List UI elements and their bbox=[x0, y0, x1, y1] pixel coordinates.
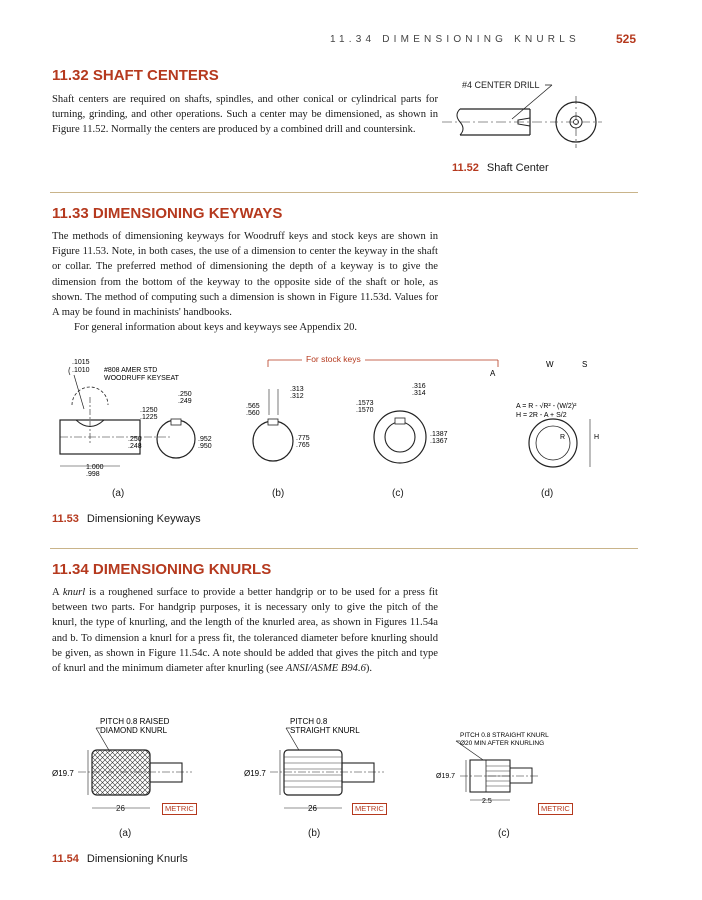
a-dim-6: .248 bbox=[128, 443, 142, 450]
d-a-label: A bbox=[490, 369, 496, 378]
a-diam-bot: .1010 bbox=[72, 367, 90, 374]
figure-11-53-caption bbox=[52, 513, 201, 525]
figure-11-54-number: 11.54 bbox=[52, 853, 79, 865]
figure-11-52-shaft-center bbox=[440, 72, 640, 162]
b-w-2: .312 bbox=[290, 393, 304, 400]
c-d-1: .1387 bbox=[430, 431, 448, 438]
fig-11-53-sublabel-c: (c) bbox=[392, 488, 404, 499]
knurl-b-note-1: PITCH 0.8 bbox=[290, 717, 328, 726]
knurl-a-note-2: DIAMOND KNURL bbox=[100, 726, 168, 735]
d-r-label: R bbox=[560, 434, 566, 441]
a-dim-1: .250 bbox=[178, 391, 192, 398]
figure-11-53-keyways bbox=[50, 345, 650, 485]
a-note-1: #808 AMER STD bbox=[104, 367, 158, 374]
d-s-label: S bbox=[582, 360, 588, 369]
a-dim-5: .250 bbox=[128, 436, 142, 443]
a-note-2: WOODRUFF KEYSEAT bbox=[104, 375, 179, 382]
fig-11-53-sublabel-d: (d) bbox=[541, 488, 554, 499]
keyways-paragraph-1: The methods of dimensioning keyways for Woodruff keys and stock keys are shown in Figure 11.53. Note, in both cases, the use of a dimension to center the keyway in the shaft or collar. The preferred method of dimensioning the depth of a keyway is to give the dimension from the bottom of the keyway to the opposite side of the shaft or hole, as shown. The method of computing such a dimension is shown in Figure 11.53d. Values for A may be found in machinists' handbooks. bbox=[52, 231, 438, 319]
knurl-a-diameter: Ø19.7 bbox=[52, 769, 74, 778]
metric-badge-b: METRIC bbox=[352, 803, 387, 815]
figure-11-53-number: 11.53 bbox=[52, 513, 79, 525]
a-len-2: .998 bbox=[86, 471, 100, 478]
shaft-centers-body bbox=[52, 92, 438, 138]
knurls-body bbox=[52, 585, 438, 676]
knurl-c-diameter: Ø19.7 bbox=[436, 773, 456, 780]
a-dim-7: .952 bbox=[198, 436, 212, 443]
knurl-c-note-2: Ø20 MIN AFTER KNURLING bbox=[460, 740, 545, 747]
figure-11-52-title: Shaft Center bbox=[486, 162, 549, 174]
keyway-view-d bbox=[490, 360, 599, 467]
ansi-reference: ANSI/ASME B94.6 bbox=[285, 663, 366, 675]
a-len-1: 1.000 bbox=[86, 464, 104, 471]
fig-11-54-sublabel-c: (c) bbox=[498, 828, 510, 839]
keyway-view-b bbox=[246, 386, 310, 461]
d-h-label: H bbox=[594, 434, 600, 441]
d-formula-1: A = R - √R² - (W/2)² bbox=[516, 403, 577, 410]
stock-keys-label: For stock keys bbox=[302, 354, 365, 364]
c-h-1: .1573 bbox=[356, 400, 374, 407]
b-d-2: .765 bbox=[296, 442, 310, 449]
a-diam-top: .1015 bbox=[72, 359, 90, 366]
page-number: 525 bbox=[616, 32, 637, 46]
section-divider bbox=[50, 192, 638, 193]
figure-11-54-title: Dimensioning Knurls bbox=[86, 853, 188, 865]
a-dim-8: .950 bbox=[198, 443, 212, 450]
figure-11-54-caption bbox=[52, 853, 188, 865]
center-drill-note: #4 CENTER DRILL bbox=[462, 80, 540, 90]
metric-badge-c: METRIC bbox=[538, 803, 573, 815]
b-h-1: .565 bbox=[246, 403, 260, 410]
b-w-1: .313 bbox=[290, 386, 304, 393]
figure-11-53-title: Dimensioning Keyways bbox=[86, 513, 201, 525]
knurl-b-length: 26 bbox=[308, 804, 317, 813]
a-dim-2: .249 bbox=[178, 398, 192, 405]
figure-11-52-caption bbox=[452, 162, 549, 174]
d-formula-2: H = 2R - A + S/2 bbox=[516, 412, 567, 419]
fig-11-53-sublabel-b: (b) bbox=[272, 488, 285, 499]
b-h-2: .560 bbox=[246, 410, 260, 417]
section-title-shaft-centers: 11.32 SHAFT CENTERS bbox=[52, 67, 219, 84]
fig-11-53-sublabel-a: (a) bbox=[112, 488, 125, 499]
a-dim-3: .1250 bbox=[140, 407, 158, 414]
keyway-view-a bbox=[60, 359, 212, 478]
section-title-knurls: 11.34 DIMENSIONING KNURLS bbox=[52, 561, 272, 578]
keyway-view-c bbox=[356, 383, 448, 463]
figure-11-52-number: 11.52 bbox=[452, 162, 479, 174]
knurl-view-c bbox=[436, 732, 549, 805]
knurl-view-b bbox=[244, 717, 384, 813]
c-w-1: .316 bbox=[412, 383, 426, 390]
knurl-a-note-1: PITCH 0.8 RAISED bbox=[100, 717, 170, 726]
metric-badge-a: METRIC bbox=[162, 803, 197, 815]
knurls-end: ). bbox=[365, 663, 373, 675]
running-head: 11.34 DIMENSIONING KNURLS bbox=[330, 34, 580, 45]
keyways-body bbox=[52, 229, 438, 335]
c-w-2: .314 bbox=[412, 390, 426, 397]
knurl-c-length: 2.5 bbox=[482, 798, 492, 805]
c-d-2: .1367 bbox=[430, 438, 448, 445]
knurls-paragraph bbox=[52, 585, 438, 676]
knurl-b-diameter: Ø19.7 bbox=[244, 769, 266, 778]
keyways-paragraph-2: For general information about keys and keyways see Appendix 20. bbox=[74, 322, 358, 334]
knurls-intro-post: is a roughened surface to provide a better handgrip or to be used for a press fit between two parts. For handgrip purposes, it is necessary only to give the pitch of the knurl, the type of knurling, and the length of the knurled area, as shown in Figures 11.54a and b. To dimension a knurl for a press fit, the toleranced diameter before knurling should be given, as shown in Figure 11.54c. A note should be added that gives the pitch and type of knurl and the minimum diameter after knurling (see bbox=[52, 587, 438, 675]
d-w-label: W bbox=[546, 360, 554, 369]
shaft-centers-paragraph: Shaft centers are required on shafts, spindles, and other conical or cylindrical parts for turning, grinding, and other operations. Such a center may be dimensioned, as shown in Figure 11.52. Normally the centers are produced by a combined drill and countersink. bbox=[52, 94, 438, 136]
knurl-a-length: 26 bbox=[116, 804, 125, 813]
knurl-view-a bbox=[52, 717, 192, 813]
a-dim-4: .1225 bbox=[140, 414, 158, 421]
fig-11-54-sublabel-a: (a) bbox=[119, 828, 132, 839]
knurls-intro-pre: A bbox=[52, 587, 63, 598]
knurl-term: knurl bbox=[62, 587, 86, 598]
section-divider bbox=[50, 548, 638, 549]
knurl-c-note-1: PITCH 0.8 STRAIGHT KNURL bbox=[460, 732, 549, 739]
section-title-keyways: 11.33 DIMENSIONING KEYWAYS bbox=[52, 205, 283, 222]
c-h-2: .1570 bbox=[356, 407, 374, 414]
fig-11-54-sublabel-b: (b) bbox=[308, 828, 321, 839]
b-d-1: .775 bbox=[296, 435, 310, 442]
knurl-b-note-2: STRAIGHT KNURL bbox=[290, 726, 360, 735]
